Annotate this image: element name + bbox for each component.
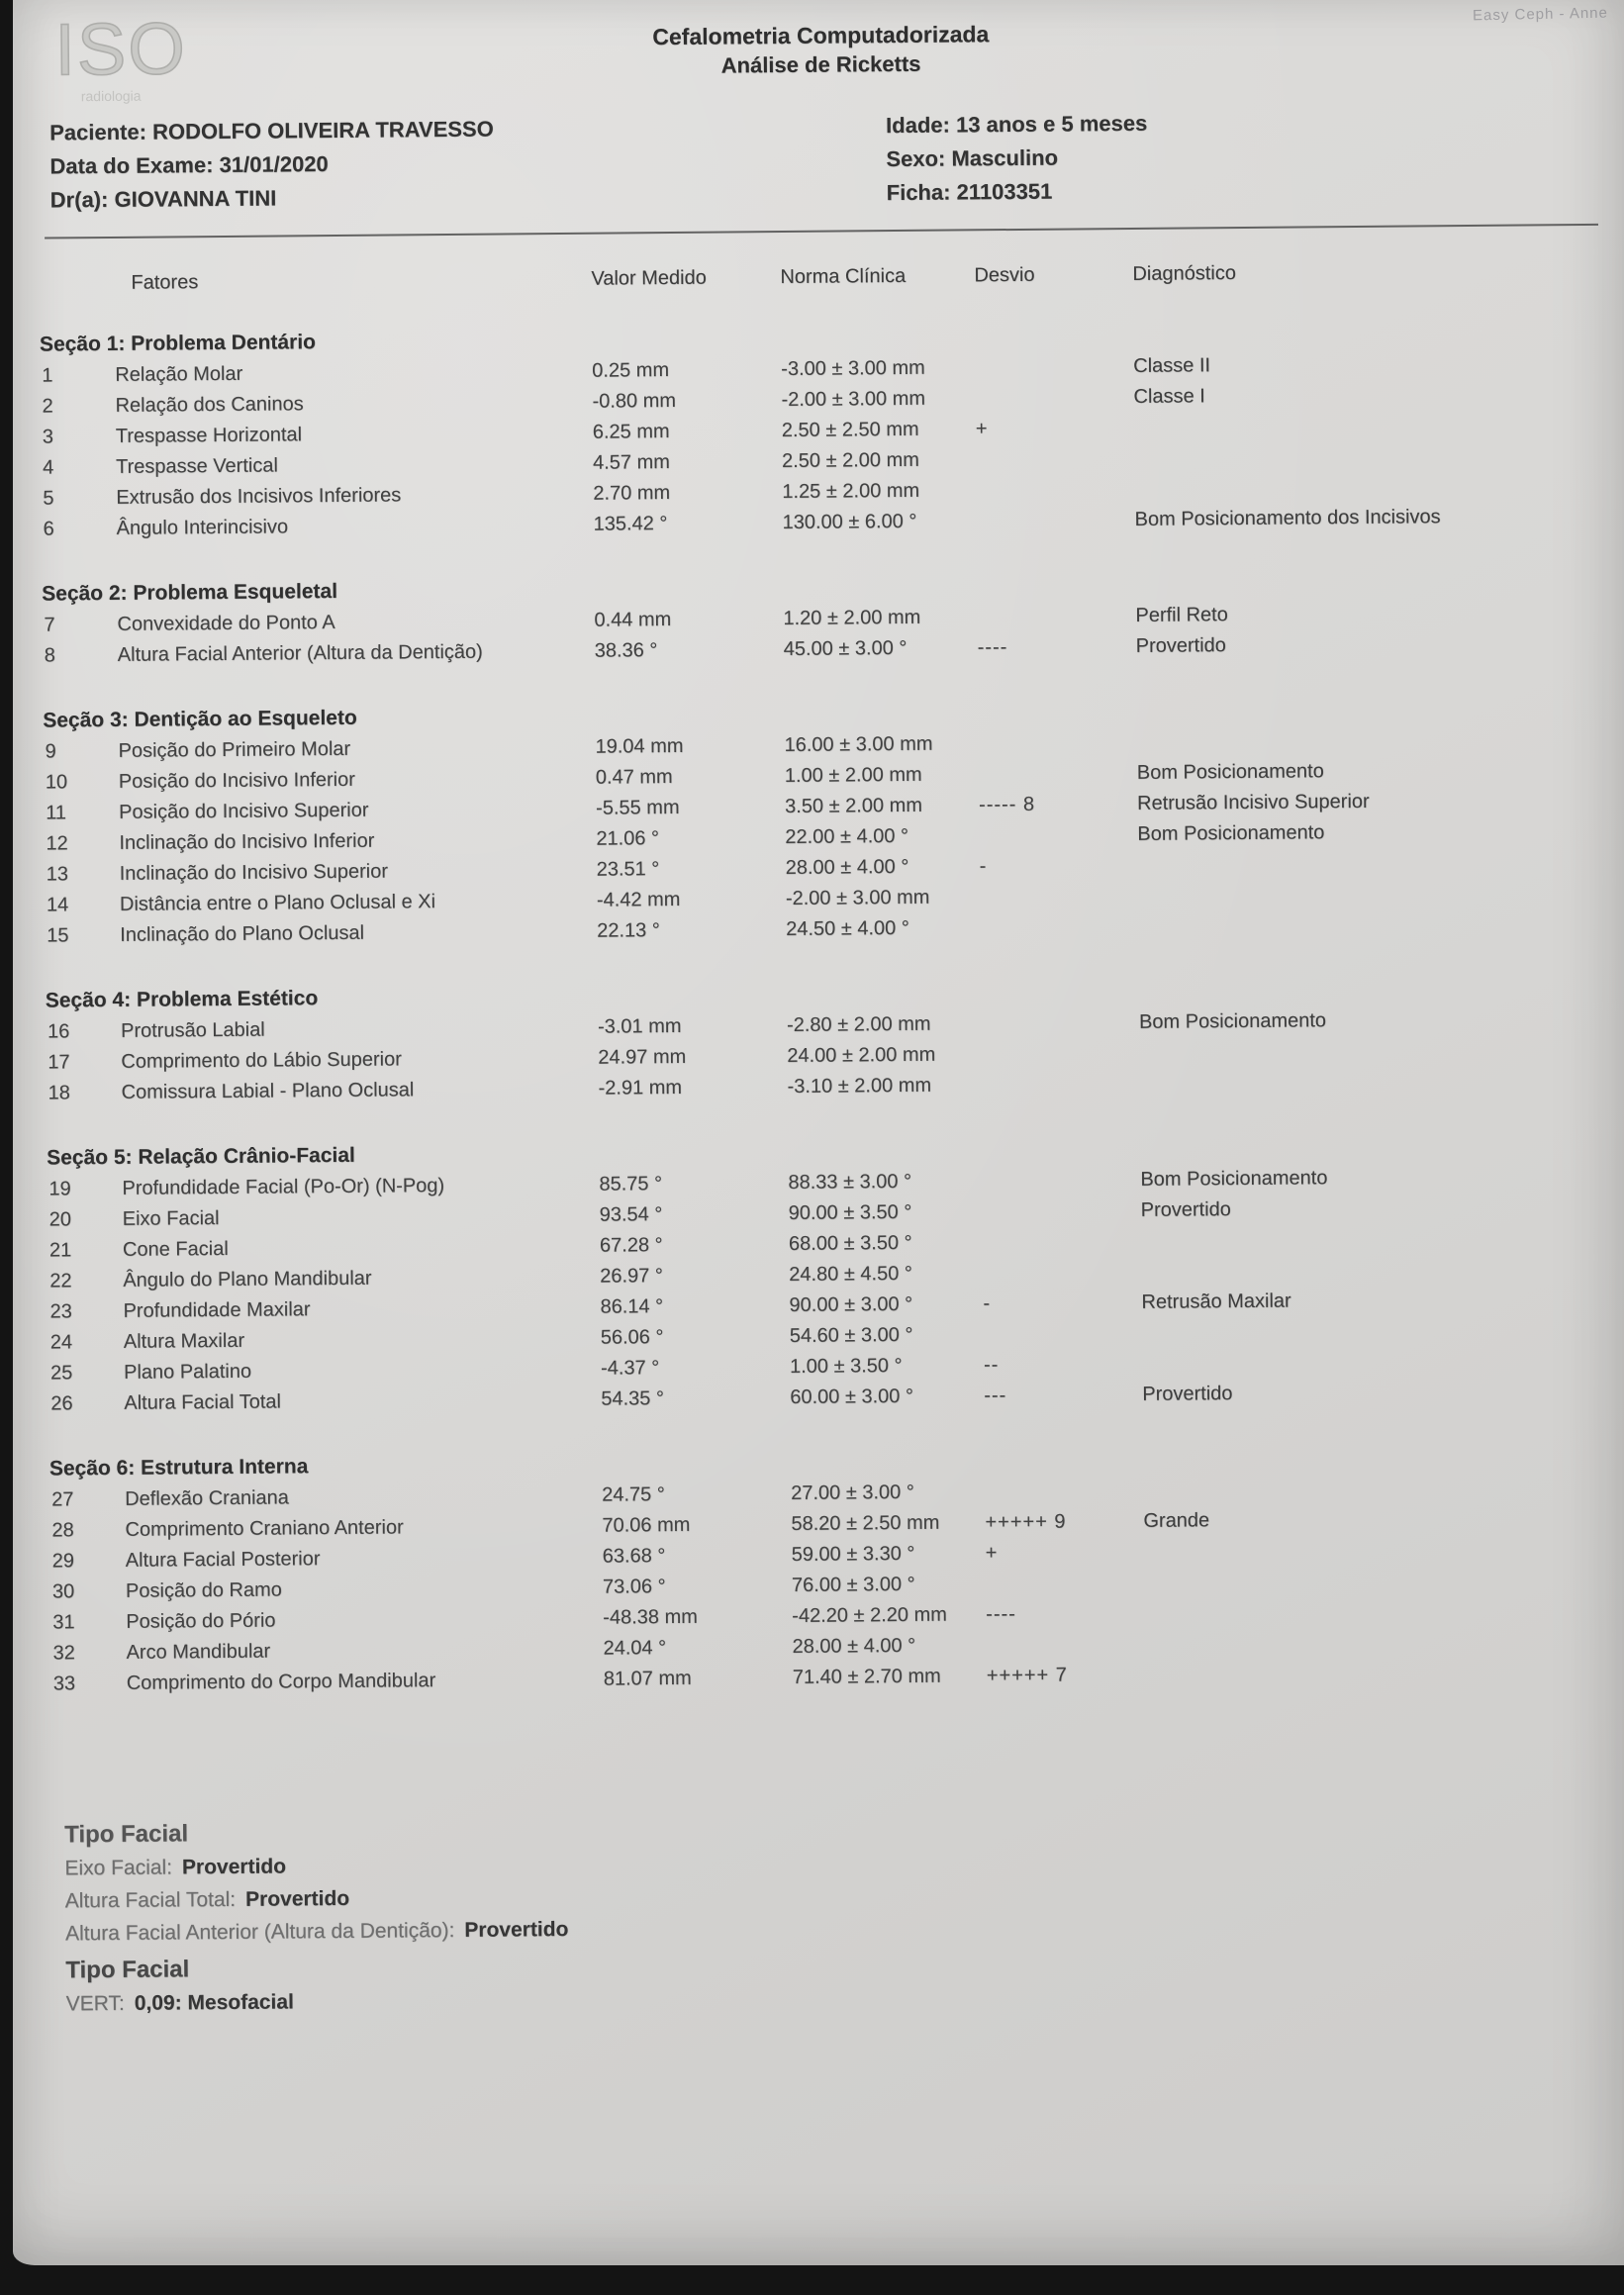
row-number: 29	[51, 1550, 75, 1573]
deviation-marks	[969, 727, 1132, 759]
analysis-table-body	[40, 316, 1619, 1700]
record-label: Ficha:	[886, 179, 951, 206]
column-header-diagnostico: Diagnóstico	[1132, 262, 1237, 285]
factor-name: Posição do Ramo	[125, 1578, 282, 1602]
clinical-norm: 22.00 ± 4.00 °	[785, 824, 909, 849]
row-number: 25	[49, 1362, 73, 1385]
factor-name: Deflexão Craniana	[125, 1486, 289, 1510]
patient-info-left	[49, 109, 887, 217]
column-header-desvio: Desvio	[974, 263, 1035, 287]
facial-type-label: Eixo Facial:	[64, 1856, 173, 1880]
facial-type-heading: Tipo Facial	[64, 1820, 189, 1849]
deviation-marks	[972, 1069, 1135, 1100]
measured-value: 81.07 mm	[603, 1667, 692, 1690]
vert-value: 0,09: Mesofacial	[134, 1990, 294, 2015]
clinical-norm: -3.10 ± 2.00 mm	[787, 1074, 932, 1099]
clinical-norm: 88.33 ± 3.00 °	[788, 1170, 912, 1195]
vert-label: VERT:	[65, 1991, 125, 2016]
deviation-marks	[971, 881, 1134, 912]
clinical-norm: 58.20 ± 2.50 mm	[791, 1511, 940, 1536]
column-header-norma-clinica: Norma Clínica	[780, 264, 907, 289]
diagnosis: Retrusão Incisivo Superior	[1136, 790, 1370, 814]
diagnosis	[1140, 1625, 1618, 1660]
clinical-norm: 2.50 ± 2.00 mm	[781, 448, 919, 473]
facial-type-value: Provertido	[244, 1886, 350, 1911]
factor-name: Relação dos Caninos	[115, 393, 304, 417]
diagnosis: Bom Posicionamento dos Incisivos	[1134, 506, 1441, 530]
clinical-norm: 3.50 ± 2.00 mm	[785, 794, 923, 818]
row-number: 23	[49, 1300, 72, 1323]
deviation-marks: -	[983, 1292, 992, 1315]
doctor-label: Dr(a):	[49, 186, 109, 213]
row-number: 22	[49, 1270, 72, 1292]
clinical-norm: -2.80 ± 2.00 mm	[786, 1012, 931, 1037]
measured-value: 6.25 mm	[592, 421, 670, 443]
row-number: 31	[52, 1611, 75, 1634]
diagnosis	[1134, 908, 1612, 942]
facial-type-value: Provertido	[464, 1917, 569, 1942]
facial-type-heading-2: Tipo Facial	[65, 1956, 190, 1984]
row-number: 19	[48, 1178, 71, 1200]
row-number: 2	[42, 395, 53, 418]
factor-name: Distância entre o Plano Oclusal e Xi	[119, 891, 436, 915]
factor-name: Comprimento do Corpo Mandibular	[126, 1670, 436, 1694]
diagnosis	[1130, 470, 1608, 505]
logo-subtext: radiologia	[80, 87, 142, 105]
factor-name: Profundidade Maxilar	[123, 1298, 311, 1322]
patient-name: RODOLFO OLIVEIRA TRAVESSO	[151, 116, 494, 144]
diagnosis	[1134, 846, 1612, 881]
deviation-marks	[977, 1568, 1140, 1599]
measured-value: 2.70 mm	[593, 482, 671, 505]
factor-name: Comissura Labial - Plano Oclusal	[121, 1079, 415, 1103]
diagnosis: Classe I	[1133, 385, 1205, 408]
diagnosis	[1139, 1472, 1617, 1506]
diagnosis: Perfil Reto	[1135, 604, 1228, 626]
factor-name: Eixo Facial	[122, 1207, 220, 1230]
measured-value: 93.54 °	[599, 1203, 663, 1226]
clinical-norm: 45.00 ± 3.00 °	[783, 636, 908, 661]
facial-type-label: Altura Facial Anterior (Altura da Dentição):	[64, 1918, 455, 1946]
diagnosis: Grande	[1143, 1509, 1210, 1532]
deviation-marks	[966, 351, 1129, 383]
age-value: 13 anos e 5 meses	[955, 110, 1148, 138]
measured-value: -0.80 mm	[592, 389, 677, 413]
clinical-norm: 1.20 ± 2.00 mm	[783, 606, 921, 630]
row-number: 4	[42, 456, 54, 479]
measured-value: 0.25 mm	[592, 359, 670, 382]
factor-name: Relação Molar	[115, 362, 243, 386]
deviation-marks: ---	[984, 1385, 1007, 1407]
measured-value: -48.38 mm	[603, 1605, 698, 1629]
report-subtitle: Análise de Ricketts	[720, 50, 921, 78]
measured-value: 86.14 °	[600, 1295, 664, 1318]
measured-value: 22.13 °	[597, 919, 660, 942]
measured-value: -2.91 mm	[598, 1076, 683, 1100]
row-number: 17	[48, 1051, 70, 1074]
row-number: 12	[46, 832, 68, 855]
row-number: 7	[44, 614, 55, 636]
diagnosis	[1135, 1065, 1613, 1100]
diagnosis: Bom Posicionamento	[1140, 1167, 1328, 1191]
factor-name: Inclinação do Incisivo Superior	[119, 860, 389, 885]
measured-value: 19.04 mm	[595, 734, 684, 758]
measured-value: 24.75 °	[602, 1483, 665, 1506]
clinical-norm: 68.00 ± 3.50 °	[788, 1231, 912, 1256]
column-header-fatores: Fatores	[131, 271, 199, 294]
factor-name: Cone Facial	[122, 1237, 229, 1261]
sex-label: Sexo:	[886, 145, 946, 172]
measured-value: 0.44 mm	[594, 609, 672, 631]
exam-date-label: Data do Exame:	[49, 152, 214, 179]
diagnosis: Retrusão Maxilar	[1141, 1290, 1291, 1313]
doctor-name: GIOVANNA TINI	[114, 185, 277, 212]
clinical-norm: 16.00 ± 3.00 mm	[784, 732, 933, 757]
doctor-line	[50, 176, 887, 217]
diagnosis: Bom Posicionamento	[1138, 1009, 1327, 1033]
divider-line	[45, 224, 1598, 239]
report-title: Cefalometria Computadorizada	[652, 21, 990, 50]
factor-name: Inclinação do Plano Oclusal	[120, 921, 365, 946]
measured-value: 67.28 °	[599, 1234, 663, 1257]
row-number: 13	[46, 863, 69, 886]
deviation-marks: +++++ 7	[986, 1664, 1068, 1687]
clinical-norm: 59.00 ± 3.30 °	[791, 1542, 915, 1567]
diagnosis	[1137, 1222, 1615, 1257]
clinical-norm: 28.00 ± 4.00 °	[792, 1634, 916, 1659]
clinical-norm: 27.00 ± 3.00 °	[791, 1481, 914, 1505]
clinical-norm: 60.00 ± 3.00 °	[790, 1385, 914, 1409]
diagnosis	[1130, 409, 1608, 443]
diagnosis: Bom Posicionamento	[1136, 760, 1324, 784]
measured-value: 38.36 °	[594, 639, 658, 662]
deviation-marks	[972, 1007, 1135, 1039]
diagnosis	[1137, 1253, 1615, 1288]
diagnosis: Classe II	[1133, 354, 1211, 377]
row-number: 9	[45, 740, 56, 763]
deviation-marks	[976, 1476, 1139, 1507]
measured-value: 24.97 mm	[598, 1045, 687, 1069]
clinical-norm: -3.00 ± 3.00 mm	[781, 356, 925, 381]
diagnosis	[1135, 1034, 1613, 1069]
section-heading: Seção 5: Relação Crânio-Facial	[47, 1143, 355, 1170]
iso-logo	[54, 7, 188, 105]
row-number: 20	[48, 1208, 72, 1231]
deviation-marks: ----- 8	[979, 793, 1036, 816]
deviation-marks	[968, 601, 1131, 632]
deviation-marks	[967, 474, 1130, 506]
clinical-norm: 28.00 ± 4.00 °	[785, 855, 909, 880]
measured-value: -4.42 mm	[596, 888, 681, 911]
logo-text: ISO	[54, 7, 188, 91]
patient-info-right	[886, 103, 1606, 210]
deviation-marks: +	[975, 418, 989, 440]
factor-name: Plano Palatino	[123, 1360, 252, 1384]
factor-name: Profundidade Facial (Po-Or) (N-Pog)	[122, 1175, 445, 1199]
row-number: 15	[47, 924, 69, 947]
diagnosis: Provertido	[1140, 1198, 1231, 1221]
row-number: 14	[46, 894, 69, 916]
deviation-marks	[975, 1318, 1138, 1350]
page-content	[13, 0, 1624, 2021]
age-label: Idade:	[885, 112, 951, 139]
row-number: 3	[42, 426, 54, 448]
diagnosis	[1134, 877, 1612, 911]
clinical-norm: 71.40 ± 2.70 mm	[792, 1665, 941, 1689]
row-number: 6	[43, 518, 54, 540]
factor-name: Extrusão dos Incisivos Inferiores	[116, 484, 402, 509]
measured-value: 63.68 °	[602, 1545, 666, 1568]
factor-name: Trespasse Vertical	[115, 454, 278, 478]
row-number: 10	[45, 771, 68, 794]
measured-value: 0.47 mm	[595, 766, 673, 789]
factor-name: Posição do Incisivo Inferior	[118, 768, 355, 793]
section-heading: Seção 4: Problema Estético	[45, 987, 319, 1012]
clinical-norm: 1.00 ± 3.50 °	[789, 1355, 903, 1379]
deviation-marks: +	[985, 1542, 999, 1565]
row-number: 11	[46, 802, 66, 824]
deviation-marks: -	[979, 855, 988, 878]
factor-name: Arco Mandibular	[126, 1640, 271, 1664]
measured-value: 21.06 °	[596, 827, 660, 850]
clinical-norm: 24.00 ± 2.00 mm	[787, 1043, 936, 1068]
factor-name: Ângulo Interincisivo	[116, 516, 289, 539]
clinical-norm: 54.60 ± 3.00 °	[789, 1323, 913, 1348]
clinical-norm: 24.50 ± 4.00 °	[786, 916, 909, 941]
clinical-norm: -2.00 ± 3.00 mm	[781, 387, 926, 412]
factor-name: Comprimento Craniano Anterior	[125, 1516, 404, 1541]
deviation-marks	[972, 1038, 1135, 1070]
deviation-marks: ----	[986, 1603, 1016, 1626]
diagnosis	[1130, 439, 1608, 474]
factor-name: Posição do Pório	[126, 1609, 276, 1633]
diagnosis	[1140, 1594, 1618, 1629]
factor-name: Posição do Primeiro Molar	[118, 737, 351, 762]
factor-name: Convexidade do Ponto A	[117, 611, 335, 635]
diagnosis: Bom Posicionamento	[1137, 821, 1325, 845]
patient-info-block	[38, 103, 1606, 218]
row-number: 18	[48, 1082, 70, 1104]
deviation-marks	[971, 911, 1134, 943]
factor-name: Comprimento do Lábio Superior	[121, 1048, 402, 1073]
diagnosis: Provertido	[1142, 1383, 1233, 1405]
row-number: 32	[52, 1642, 75, 1665]
deviation-marks	[974, 1226, 1137, 1258]
measured-value: 135.42 °	[593, 513, 668, 535]
measured-value: -3.01 mm	[597, 1014, 682, 1038]
section-heading: Seção 1: Problema Dentário	[39, 331, 317, 356]
diagnosis	[1138, 1345, 1616, 1380]
facial-type-value: Provertido	[181, 1855, 287, 1879]
measured-value: 26.97 °	[600, 1265, 663, 1288]
factor-name: Altura Facial Anterior (Altura da Dentição)	[117, 640, 483, 666]
factor-name: Ângulo do Plano Mandibular	[123, 1267, 372, 1291]
clinical-norm: 24.80 ± 4.50 °	[789, 1262, 912, 1287]
deviation-marks	[970, 819, 1133, 851]
factor-name: Altura Maxilar	[123, 1329, 245, 1353]
row-number: 8	[44, 644, 55, 667]
row-number: 24	[49, 1331, 73, 1354]
column-header-valor-medido: Valor Medido	[591, 266, 707, 290]
deviation-marks	[967, 443, 1130, 475]
measured-value: 70.06 mm	[602, 1513, 691, 1537]
deviation-marks: +++++ 9	[985, 1510, 1067, 1534]
factor-name: Altura Facial Posterior	[125, 1548, 321, 1572]
clinical-norm: 2.50 ± 2.50 mm	[781, 418, 919, 442]
document-page	[13, 0, 1624, 2265]
row-number: 1	[42, 364, 53, 387]
diagnosis	[1140, 1564, 1618, 1598]
exam-date: 31/01/2020	[219, 151, 329, 177]
factor-name: Inclinação do Incisivo Inferior	[119, 829, 375, 854]
measured-value: 54.35 °	[601, 1387, 665, 1410]
section-heading: Seção 6: Estrutura Interna	[48, 1455, 309, 1481]
row-number: 27	[51, 1488, 74, 1511]
clinical-norm: 90.00 ± 3.50 °	[788, 1200, 912, 1225]
sex-value: Masculino	[951, 144, 1059, 171]
row-number: 16	[47, 1020, 70, 1043]
clinical-norm: 130.00 ± 6.00 °	[782, 510, 917, 534]
deviation-marks	[970, 758, 1133, 790]
measured-value: 56.06 °	[600, 1326, 664, 1349]
section-heading: Seção 3: Dentição ao Esqueleto	[43, 706, 357, 732]
watermark-text: Easy Ceph - Anne	[1472, 4, 1609, 25]
row-number: 21	[48, 1239, 72, 1262]
clinical-norm: -2.00 ± 3.00 mm	[785, 886, 930, 910]
factor-name: Altura Facial Total	[124, 1390, 282, 1414]
measured-value: -5.55 mm	[596, 796, 680, 819]
diagnosis: Provertido	[1135, 634, 1226, 657]
measured-value: 85.75 °	[599, 1173, 663, 1195]
row-number: 30	[51, 1580, 75, 1603]
deviation-marks	[974, 1257, 1137, 1289]
patient-label: Paciente:	[49, 119, 147, 145]
row-number: 33	[52, 1673, 76, 1695]
diagnosis	[1140, 1533, 1618, 1568]
diagnosis	[1138, 1314, 1616, 1349]
clinical-norm: -42.20 ± 2.20 mm	[792, 1603, 947, 1628]
measured-value: 23.51 °	[596, 858, 660, 881]
deviation-marks: --	[983, 1354, 1000, 1377]
clinical-norm: 1.00 ± 2.00 mm	[784, 763, 922, 788]
row-number: 26	[50, 1392, 73, 1415]
measured-value: -4.37 °	[600, 1357, 660, 1380]
report-header	[37, 7, 1605, 91]
diagnosis	[1141, 1656, 1619, 1690]
measured-value: 73.06 °	[602, 1576, 666, 1598]
facial-type-label: Altura Facial Total:	[64, 1887, 237, 1913]
row-number: 5	[43, 487, 54, 510]
clinical-norm: 1.25 ± 2.00 mm	[782, 479, 920, 504]
clinical-norm: 76.00 ± 3.00 °	[791, 1573, 915, 1597]
measured-value: 24.04 °	[603, 1637, 667, 1660]
factor-name: Posição do Incisivo Superior	[119, 799, 369, 823]
deviation-marks	[967, 505, 1130, 536]
record-line	[887, 170, 1606, 210]
clinical-norm: 90.00 ± 3.00 °	[789, 1292, 913, 1317]
deviation-marks	[974, 1195, 1137, 1227]
deviation-marks: ----	[977, 636, 1008, 659]
measured-value: 4.57 mm	[592, 451, 670, 474]
deviation-marks	[977, 1629, 1140, 1661]
table-header-row	[39, 259, 1606, 296]
row-number: 28	[51, 1519, 74, 1542]
record-number: 21103351	[956, 178, 1053, 205]
deviation-marks	[966, 382, 1129, 414]
facial-type-block	[52, 1805, 1622, 2021]
diagnosis	[1132, 723, 1610, 758]
deviation-marks	[973, 1165, 1136, 1196]
factor-name: Trespasse Horizontal	[115, 424, 303, 447]
section-heading: Seção 2: Problema Esqueletal	[42, 579, 338, 606]
factor-name: Protrusão Labial	[120, 1018, 265, 1042]
